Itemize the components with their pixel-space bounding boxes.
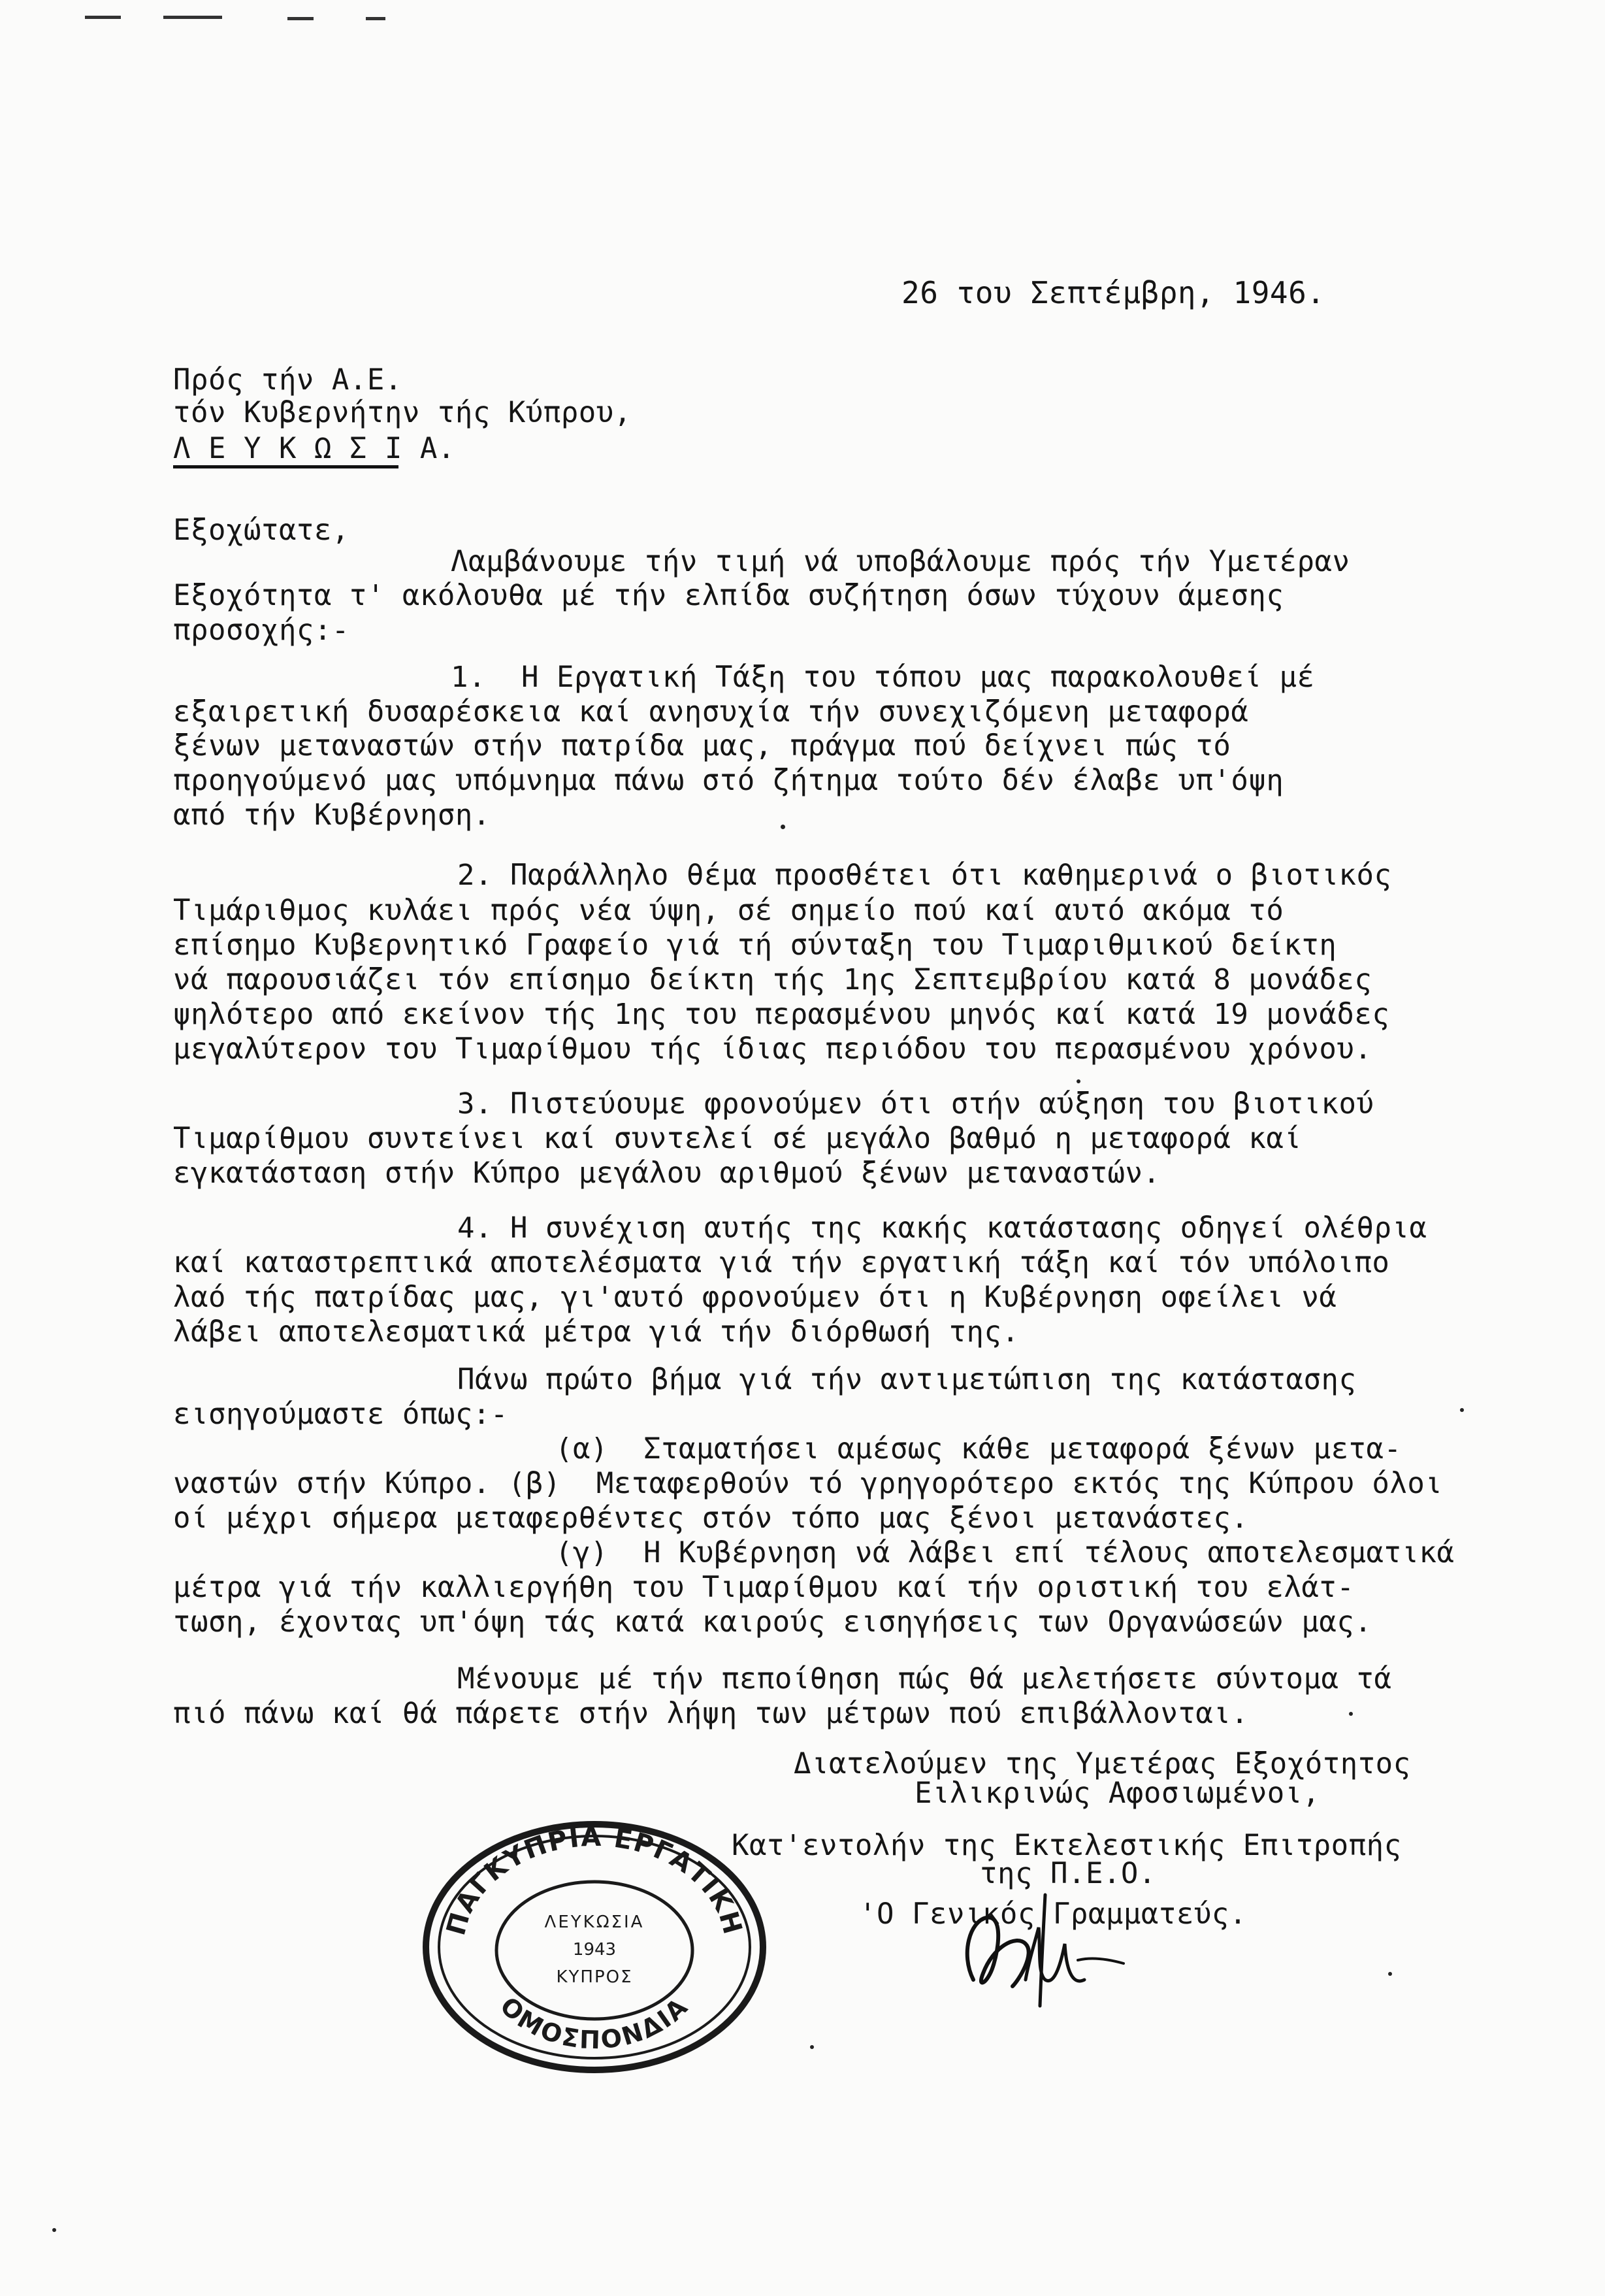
scan-speck [52, 2228, 56, 2232]
proposals-lead: εισηγούμαστε όπως:- [173, 1398, 508, 1431]
scan-mark [287, 17, 314, 20]
signoff-line-5: 'Ο Γενικός Γραμματεύς. [859, 1897, 1247, 1931]
recipient-line-2: τόν Κυβερνήτην τής Κύπρου, [173, 396, 632, 429]
paragraph-3-line: Τιμαρίθμου συντείνει καί συντελεί σέ μεγάλο βαθμό η μεταφορά καί [173, 1122, 1302, 1155]
stamp-country: ΚΥΠΡΟΣ [556, 1967, 633, 1987]
organization-stamp [418, 1816, 771, 2078]
paragraph-1-line: από τήν Κυβέρνηση. [173, 798, 491, 832]
paragraph-3-line: 3. Πιστεύουμε φρονούμεν ότι στήν αύξηση του βιοτικού [457, 1087, 1374, 1121]
scan-mark [163, 16, 222, 19]
closing-line: πιό πάνω καί θά πάρετε στήν λήψη των μέτρων πού επιβάλλονται. [173, 1697, 1249, 1730]
stamp-city: ΛΕΥΚΩΣΙΑ [544, 1912, 645, 1932]
scan-speck [1388, 1972, 1392, 1976]
paragraph-2-line: Τιμάριθμος κυλάει πρός νέα ύψη, σέ σημείο πού καί αυτό ακόμα τό [173, 894, 1284, 927]
proposal-a-line: οί μέχρι σήμερα μεταφερθέντες στόν τόπο μας ξένοι μετανάστες. [173, 1501, 1249, 1535]
stamp-arc-top: ΠΑΓΚΥΠΡΙΑ ΕΡΓΑΤΙΚΗ [441, 1822, 748, 1939]
recipient-line-3: Λ Ε Υ Κ Ω Σ Ι Α. [173, 432, 455, 465]
intro-line: Εξοχότητα τ' ακόλουθα μέ τήν ελπίδα συζήτηση όσων τύχουν άμεσης [173, 579, 1284, 612]
signoff-line-1: Διατελούμεν της Υμετέρας Εξοχότητος [794, 1747, 1411, 1780]
proposals-lead: Πάνω πρώτο βήμα γιά τήν αντιμετώπιση της κατάστασης [457, 1363, 1357, 1396]
proposal-g-line: τωση, έχοντας υπ'όψη τάς κατά καιρούς εισηγήσεις των Οργανώσεών μας. [173, 1605, 1372, 1639]
signoff-line-2: Ειλικρινώς Αφοσιωμένοι, [915, 1777, 1320, 1810]
proposal-a-line: (α) Σταματήσει αμέσως κάθε μεταφορά ξένων μετα- [555, 1432, 1402, 1466]
signoff-line-4: της Π.Ε.Ο. [980, 1857, 1156, 1890]
stamp-year: 1943 [572, 1940, 617, 1960]
closing-line: Μένουμε μέ τήν πεποίθηση πώς θά μελετήσετε σύντομα τά [457, 1662, 1392, 1696]
letter-date: 26 του Σεπτέμβρη, 1946. [901, 275, 1325, 310]
proposal-g-line: μέτρα γιά τήν καλλιεργήθη του Τιμαρίθμου καί τήν οριστική του ελάτ- [173, 1571, 1355, 1604]
proposal-a-line: ναστών στήν Κύπρο. (β) Μεταφερθούν τό γρηγορότερο εκτός της Κύπρου όλοι [173, 1467, 1443, 1500]
paragraph-2-line: 2. Παράλληλο θέμα προσθέτει ότι καθημερινά ο βιοτικός [457, 859, 1392, 892]
intro-line: προσοχής:- [173, 614, 349, 647]
proposal-g-line: (γ) Η Κυβέρνηση νά λάβει επί τέλους αποτελεσματικά [555, 1536, 1455, 1569]
intro-line: Λαμβάνουμε τήν τιμή νά υποβάλουμε πρός τήν Υμετέραν [451, 545, 1350, 578]
handwritten-signature-icon [947, 1882, 1143, 2019]
salutation: Εξοχώτατε, [173, 514, 349, 547]
scan-speck [781, 825, 785, 829]
scan-speck [1077, 1079, 1080, 1083]
paragraph-1-line: εξαιρετική δυσαρέσκεια καί ανησυχία τήν συνεχιζόμενη μεταφορά [173, 695, 1249, 729]
scan-mark [366, 17, 385, 20]
paragraph-2-line: ψηλότερο από εκείνον τής 1ης του περασμένου μηνός καί κατά 19 μονάδες [173, 998, 1390, 1031]
paragraph-2-line: μεγαλύτερον του Τιμαρίθμου τής ίδιας περιόδου του περασμένου χρόνου. [173, 1032, 1372, 1066]
paragraph-4-line: καί καταστρεπτικά αποτελέσματα γιά τήν εργατική τάξη καί τόν υπόλοιπο [173, 1246, 1390, 1279]
paragraph-1-line: προηγούμενό μας υπόμνημα πάνω στό ζήτημα τούτο δέν έλαβε υπ'όψη [173, 764, 1284, 797]
paragraph-4-line: λαό τής πατρίδας μας, γι'αυτό φρονούμεν ότι η Κυβέρνηση οφείλει νά [173, 1281, 1337, 1314]
paragraph-4-line: λάβει αποτελεσματικά μέτρα γιά τήν διόρθωσή της. [173, 1315, 1020, 1349]
scan-mark [85, 16, 121, 19]
paragraph-3-line: εγκατάσταση στήν Κύπρο μεγάλου αριθμού ξένων μεταναστών. [173, 1156, 1161, 1190]
paragraph-1-line: 1. Η Εργατική Τάξη του τόπου μας παρακολουθεί μέ [451, 661, 1315, 694]
paragraph-4-line: 4. Η συνέχιση αυτής της κακής κατάστασης οδηγεί ολέθρια [457, 1211, 1427, 1245]
stamp-arc-bottom: ΟΜΟΣΠΟΝΔΙΑ [494, 1991, 694, 2055]
paragraph-2-line: επίσημο Κυβερνητικό Γραφείο γιά τή σύνταξη του Τιμαριθμικού δείκτη [173, 928, 1337, 962]
recipient-line-1: Πρός τήν Α.Ε. [173, 363, 402, 397]
scan-speck [1460, 1408, 1464, 1412]
scan-speck [1349, 1712, 1353, 1716]
paragraph-1-line: ξένων μεταναστών στήν πατρίδα μας, πράγμα πού δείχνει πώς τό [173, 729, 1231, 763]
paragraph-2-line: νά παρουσιάζει τόν επίσημο δείκτη τής 1ης Σεπτεμβρίου κατά 8 μονάδες [173, 963, 1372, 996]
recipient-underline [173, 465, 398, 468]
signoff-line-3: Κατ'εντολήν της Εκτελεστικής Επιτροπής [732, 1829, 1402, 1862]
scan-speck [810, 2045, 814, 2049]
